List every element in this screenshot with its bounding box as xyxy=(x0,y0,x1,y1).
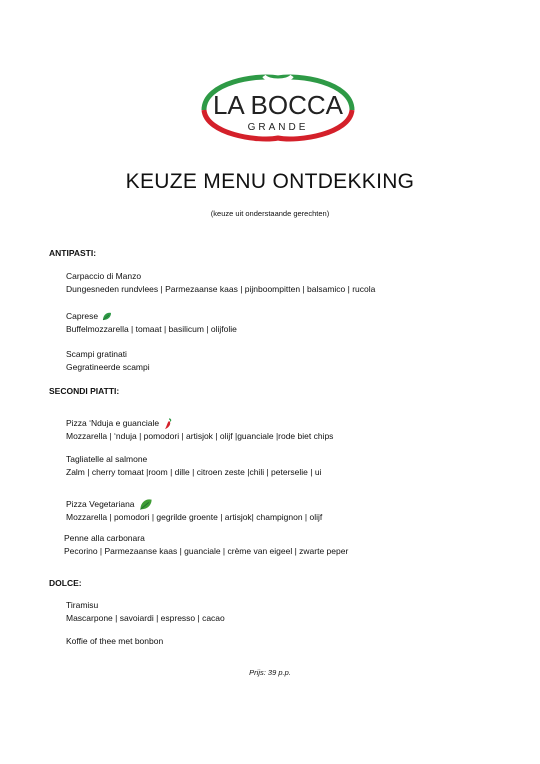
menu-title: KEUZE MENU ONTDEKKING xyxy=(125,170,415,193)
dish-penne-carbonara xyxy=(64,532,348,558)
dish-name: Caprese xyxy=(66,311,99,321)
dish-name: Tiramisu xyxy=(66,600,99,610)
dish-description: Gegratineerde scampi xyxy=(66,362,150,372)
dish-name: Pizza Vegetariana xyxy=(66,499,135,509)
dish-caprese xyxy=(66,310,237,336)
section-antipasti-heading: ANTIPASTI: xyxy=(49,248,97,258)
dish-description: Buffelmozzarella | tomaat | basilicum | olijfolie xyxy=(66,324,237,334)
dish-name: Carpaccio di Manzo xyxy=(66,271,142,281)
leaf-icon xyxy=(139,498,153,511)
dish-name: Scampi gratinati xyxy=(66,349,127,359)
dish-description: Dungesneden rundvlees | Parmezaanse kaas | pijnboompitten | balsamico | rucola xyxy=(66,284,376,294)
menu-price: Prijs: 39 p.p. xyxy=(249,668,291,677)
dish-carpaccio xyxy=(66,270,375,296)
dish-name: Pizza ‘Nduja e guanciale xyxy=(66,418,160,428)
section-dolce-heading: DOLCE: xyxy=(49,578,82,588)
dish-tagliatelle xyxy=(66,453,321,479)
chili-pepper-icon xyxy=(163,418,173,430)
dish-description: Pecorino | Parmezaanse kaas | guanciale | crème van eigeel | zwarte peper xyxy=(64,546,349,556)
dish-tiramisu xyxy=(66,599,225,625)
dish-name: Penne alla carbonara xyxy=(64,533,145,543)
logo-line1: LA BOCCA xyxy=(212,90,344,120)
dish-description: Mozzarella | ‘nduja | pomodori | artisjok | olijf |guanciale |rode biet chips xyxy=(66,431,334,441)
dish-name: Tagliatelle al salmone xyxy=(66,454,148,464)
logo-line2: GRANDE xyxy=(247,122,309,133)
la-bocca-grande-logo xyxy=(198,70,358,142)
section-secondi-heading: SECONDI PIATTI: xyxy=(49,386,120,396)
leaf-icon xyxy=(102,312,112,321)
dish-description: Zalm | cherry tomaat |room | dille | citroen zeste |chili | peterselie | ui xyxy=(66,467,322,477)
dish-pizza-nduja xyxy=(66,417,333,443)
dish-description: Mozzarella | pomodori | gegrilde groente | artisjok| champignon | olijf xyxy=(66,512,323,522)
dish-description: Mascarpone | savoiardi | espresso | cacao xyxy=(66,613,225,623)
dish-name: Koffie of thee met bonbon xyxy=(66,636,164,646)
dish-koffie-bonbon xyxy=(66,635,163,648)
dish-scampi xyxy=(66,348,150,374)
dish-pizza-vegetariana xyxy=(66,498,322,524)
menu-subtitle: (keuze uit onderstaande gerechten) xyxy=(210,209,330,218)
